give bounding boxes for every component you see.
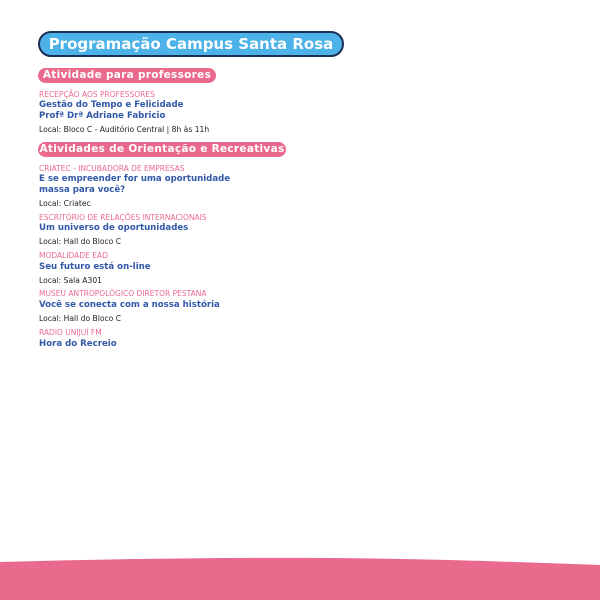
event-organizer: ESCRITÓRIO DE RELAÇÕES INTERNACIONAIS bbox=[39, 213, 207, 222]
event-speaker: Profª Drª Adriane Fabricio bbox=[39, 111, 166, 121]
event-location: Local: Hall do Bloco C bbox=[39, 237, 122, 246]
event-organizer: RADIO UNIJUÍ FM bbox=[39, 328, 102, 337]
footer-wave-band bbox=[0, 556, 600, 600]
event-title: Seu futuro está on-line bbox=[39, 262, 151, 272]
event-title: Um universo de oportunidades bbox=[39, 223, 189, 233]
event-title-continued: massa para você? bbox=[39, 185, 126, 195]
event-title: Você se conecta com a nossa história bbox=[39, 300, 220, 310]
event-organizer: RECEPÇÃO AOS PROFESSORES bbox=[39, 90, 155, 99]
event-organizer: CRIATEC - INCUBADORA DE EMPRESAS bbox=[39, 164, 185, 173]
event-organizer: MODALIDADE EAD bbox=[39, 251, 108, 260]
event-location: Local: Hall do Bloco C bbox=[39, 314, 122, 323]
event-location: Local: Sala A301 bbox=[39, 276, 102, 285]
footer-wave-shape bbox=[0, 558, 600, 600]
section-header-orientacao: Atividades de Orientação e Recreativas bbox=[39, 143, 285, 155]
event-title: Gestão do Tempo e Felicidade bbox=[39, 100, 184, 110]
event-location: Local: Criatec bbox=[39, 199, 91, 208]
event-location: Local: Bloco C - Auditório Central | 8h às 11h bbox=[39, 125, 210, 134]
event-title: E se empreender for uma oportunidade bbox=[39, 174, 231, 184]
event-title: Hora do Recreio bbox=[39, 339, 117, 349]
section-header-professores: Atividade para professores bbox=[38, 68, 216, 83]
event-organizer: MUSEU ANTROPOLÓGICO DIRETOR PESTANA bbox=[39, 289, 207, 298]
page-title: Programação Campus Santa Rosa bbox=[38, 31, 344, 57]
